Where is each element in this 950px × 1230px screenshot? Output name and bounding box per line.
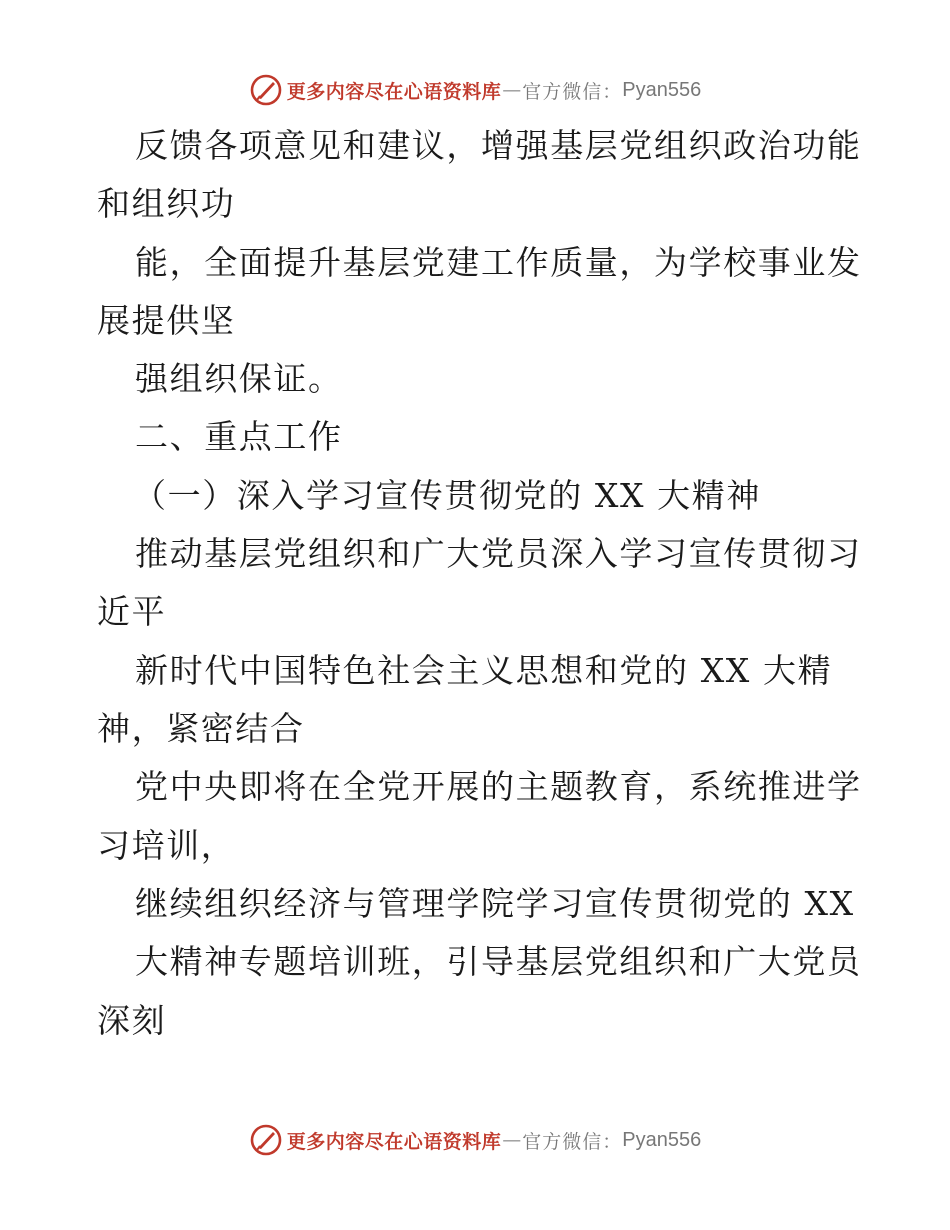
body-line: 神，紧密结合 bbox=[97, 709, 305, 748]
body-line: 和组织功 bbox=[97, 184, 236, 223]
footer-banner bbox=[0, 1120, 950, 1160]
body-line: 继续组织经济与管理学院学习宣传贯彻党的 XX bbox=[135, 884, 855, 923]
banner-contact-id: Pyan556 bbox=[622, 1128, 702, 1151]
body-line: 推动基层党组织和广大党员深入学习宣传贯彻习 bbox=[135, 534, 862, 573]
body-line: 习培训， bbox=[97, 826, 236, 865]
body-line: 反馈各项意见和建议，增强基层党组织政治功能 bbox=[135, 126, 862, 165]
body-line: 展提供坚 bbox=[97, 301, 236, 340]
banner-contact-label: 官方微信： bbox=[522, 1130, 623, 1153]
body-line: 新时代中国特色社会主义思想和党的 XX 大精 bbox=[135, 651, 833, 690]
banner-title: 更多内容尽在心语资料库 bbox=[286, 1130, 502, 1153]
quill-logo-icon bbox=[249, 73, 283, 107]
body-line: 深刻 bbox=[97, 1001, 167, 1040]
body-line: 能，全面提升基层党建工作质量，为学校事业发 bbox=[135, 243, 862, 282]
quill-logo-icon bbox=[249, 1123, 283, 1157]
banner-contact-id: Pyan556 bbox=[622, 78, 702, 101]
body-line: 近平 bbox=[97, 592, 167, 631]
header-banner bbox=[0, 70, 950, 110]
banner-contact-label: 官方微信： bbox=[522, 80, 623, 103]
banner-dash: — bbox=[502, 79, 522, 101]
banner-title: 更多内容尽在心语资料库 bbox=[286, 80, 502, 103]
body-line: 党中央即将在全党开展的主题教育，系统推进学 bbox=[135, 767, 862, 806]
banner-dash: — bbox=[502, 1129, 522, 1151]
subsection-heading: （一）深入学习宣传贯彻党的 XX 大精神 bbox=[133, 476, 761, 515]
body-line: 大精神专题培训班，引导基层党组织和广大党员 bbox=[135, 942, 862, 981]
body-line: 强组织保证。 bbox=[135, 359, 343, 398]
section-heading: 二、重点工作 bbox=[135, 417, 343, 456]
